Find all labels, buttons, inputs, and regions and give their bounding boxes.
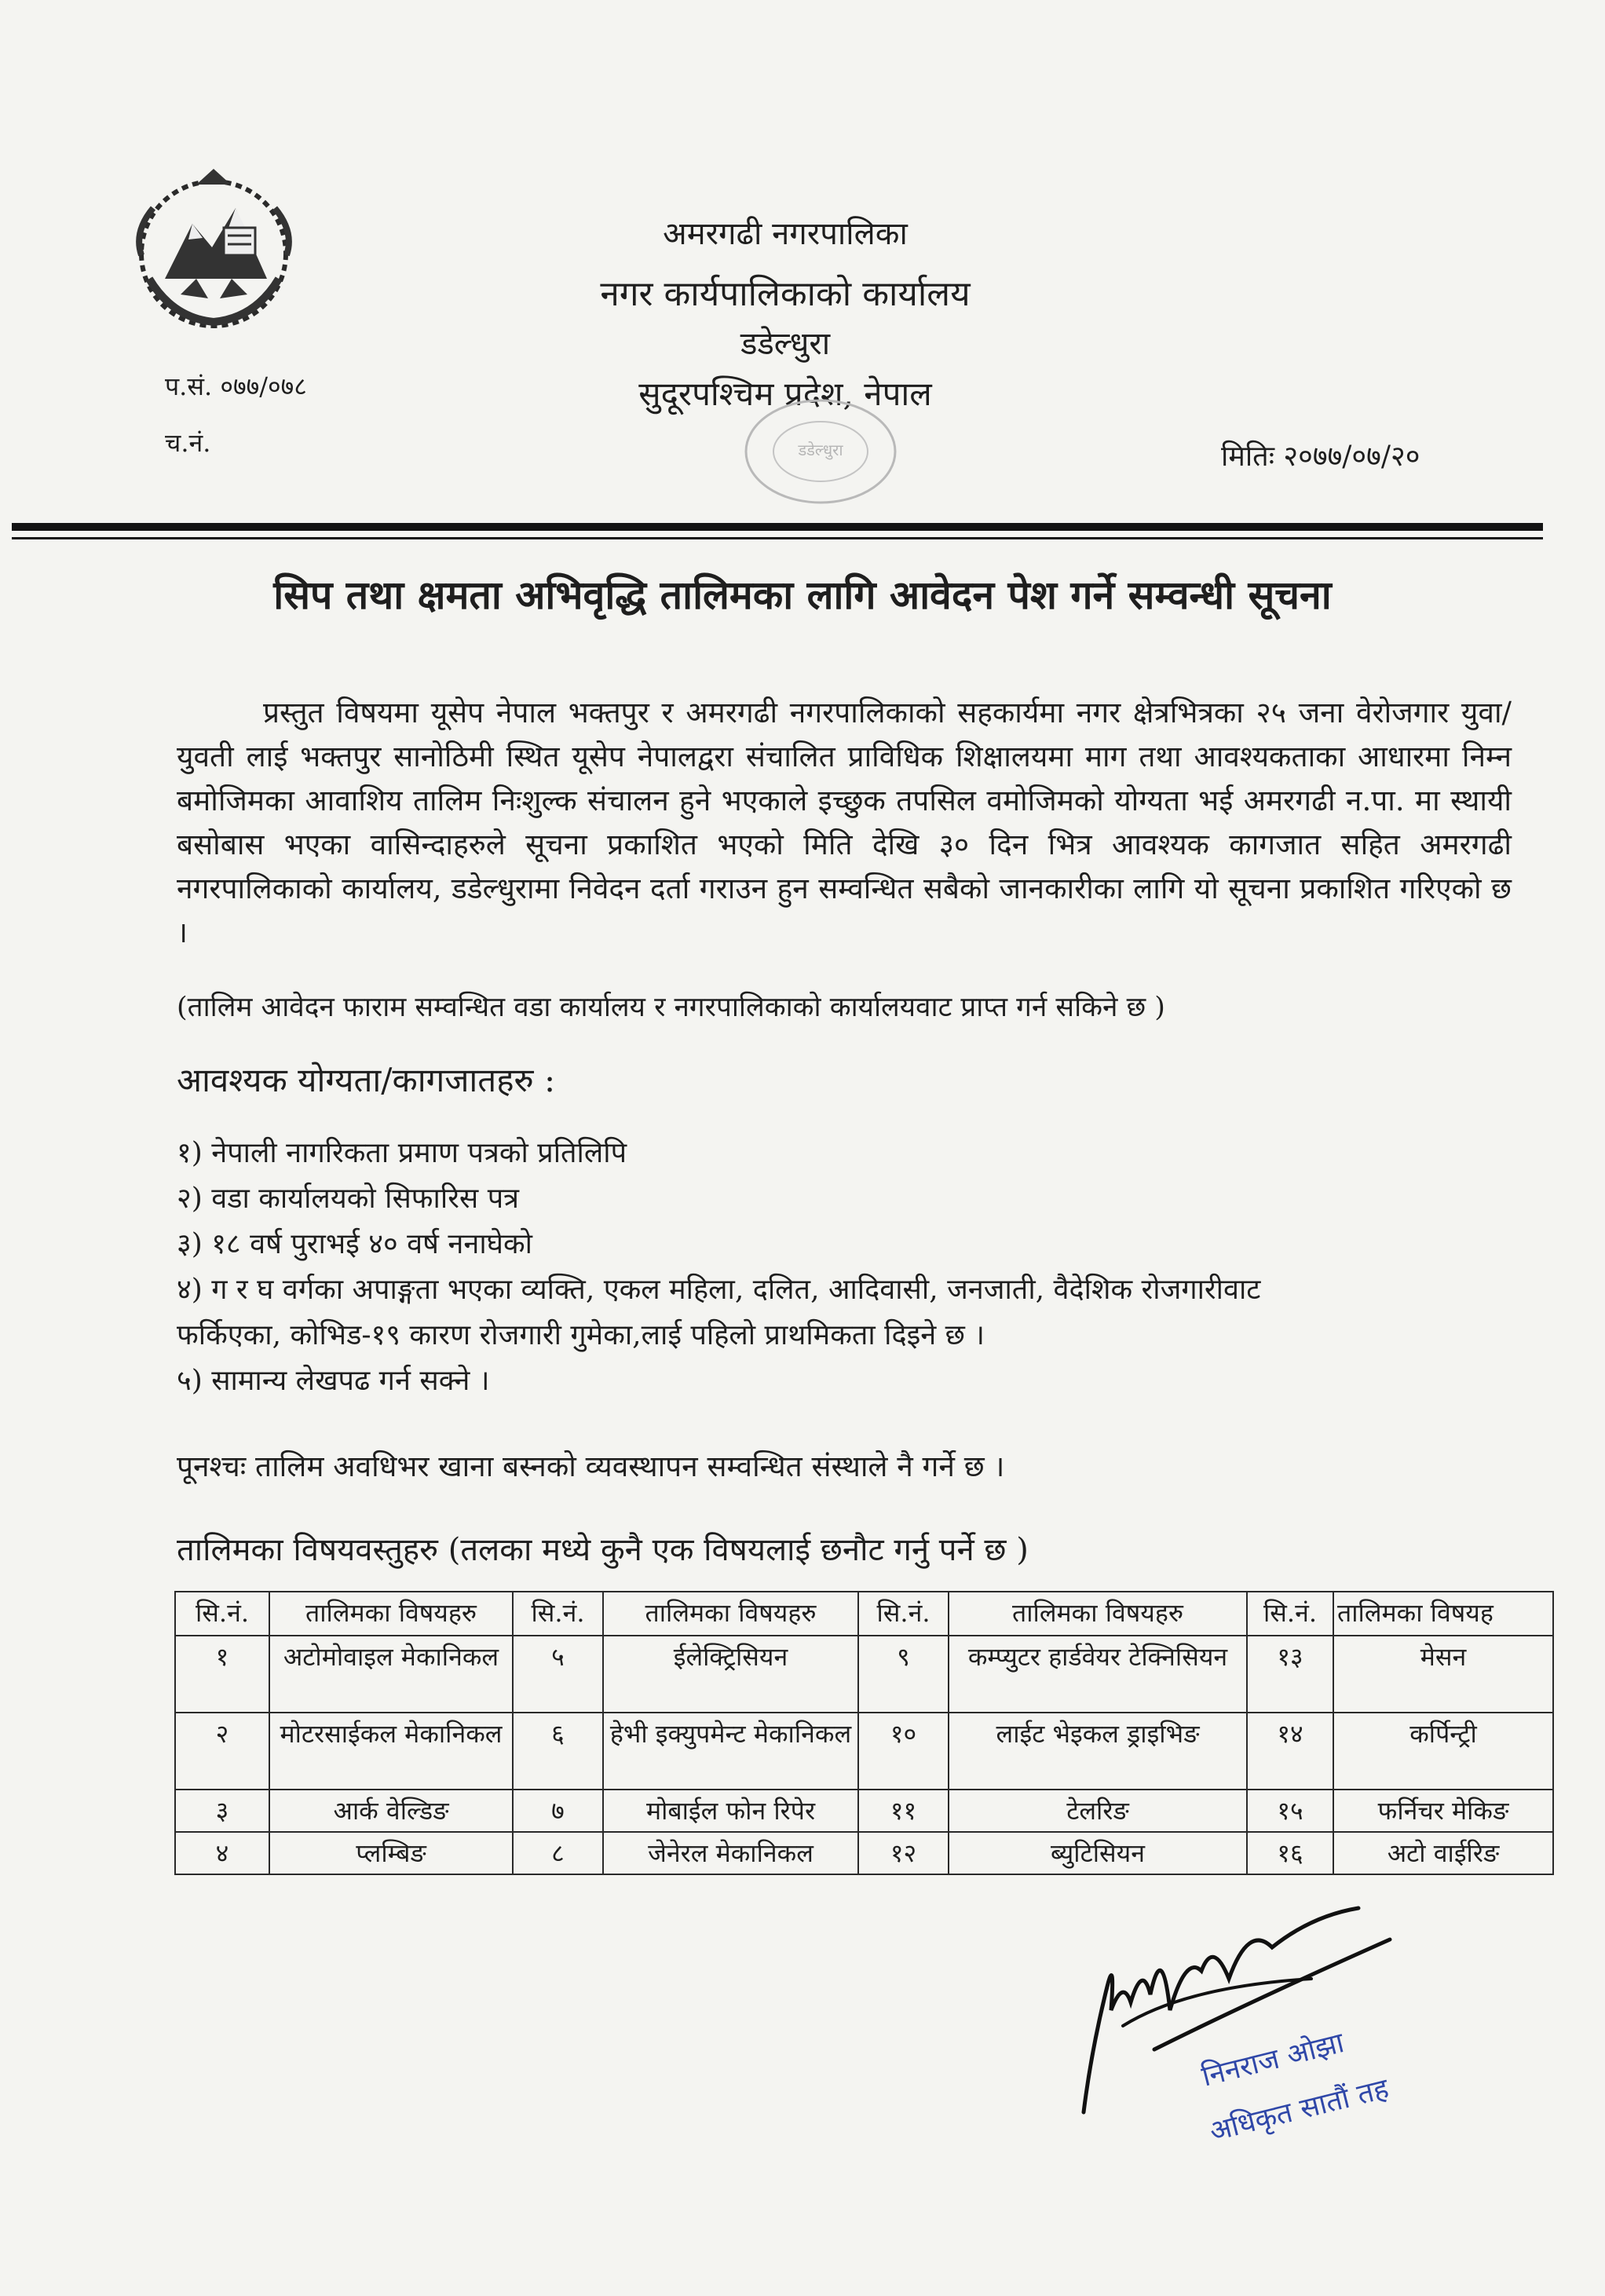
header-divider-thin <box>12 537 1543 539</box>
table-cell: कर्पिन्ट्री <box>1333 1713 1553 1790</box>
table-cell: मेसन <box>1333 1636 1553 1713</box>
requirements-heading: आवश्यक योग्यता/कागजातहरु : <box>177 1061 556 1099</box>
notice-date: मितिः २०७७/०७/२० <box>1221 441 1420 473</box>
svg-text:डडेल्धुरा: डडेल्धुरा <box>798 441 843 459</box>
column-header: तालिमका विषयह <box>1333 1592 1553 1636</box>
notice-title: सिप तथा क्षमता अभिवृद्धि तालिमका लागि आवेदन पेश गर्ने सम्वन्धी सूचना <box>273 572 1332 618</box>
table-cell: जेनेरल मेकानिकल <box>603 1832 858 1874</box>
requirement-item-continued: फर्किएका, कोभिड-१९ कारण रोजगारी गुमेका,लाई पहिलो प्राथमिकता दिइने छ । <box>177 1319 985 1351</box>
table-cell: टेलरिङ <box>949 1790 1247 1832</box>
table-cell: ९ <box>858 1636 949 1713</box>
column-header: तालिमका विषयहरु <box>603 1592 858 1636</box>
requirement-item: ५) सामान्य लेखपढ गर्न सक्ने । <box>177 1365 490 1397</box>
requirement-item: १) नेपाली नागरिकता प्रमाण पत्रको प्रतिलिपि <box>177 1137 627 1169</box>
table-cell: लाईट भेइकल ड्राइभिङ <box>949 1713 1247 1790</box>
table-cell: १२ <box>858 1832 949 1874</box>
table-cell: मोबाईल फोन रिपेर <box>603 1790 858 1832</box>
office-name: अमरगढी नगरपालिका <box>663 216 908 252</box>
table-cell: १४ <box>1247 1713 1333 1790</box>
office-title: नगर कार्यपालिकाको कार्यालय <box>600 274 971 314</box>
district-name: डडेल्धुरा <box>740 326 831 362</box>
table-row <box>175 1713 1553 1790</box>
column-header: तालिमका विषयहरु <box>949 1592 1247 1636</box>
table-cell: अटो वाईरिङ <box>1333 1832 1553 1874</box>
table-cell: प्लम्बिङ <box>269 1832 513 1874</box>
header-divider-thick <box>12 523 1543 531</box>
province-name: सुदूरपश्चिम प्रदेश, नेपाल <box>638 375 932 413</box>
table-cell: ३ <box>175 1790 269 1832</box>
intro-paragraph: प्रस्तुत विषयमा यूसेप नेपाल भक्तपुर र अमरगढी नगरपालिकाको सहकार्यमा नगर क्षेत्रभित्रका २५ जना वेरोजगार युवा/युवती लाई भक्तपुर सानोठिमी स्थित यूसेप नेपालद्वरा संचालित प्राविधिक शिक्षालयमा माग तथा आवश्यकताका आधारमा निम्न बमोजिमका आवाशिय तालिम निःशुल्क संचालन हुने भएकाले इच्छुक तपसिल वमोजिमको योग्यता भई अमरगढी न.पा. मा स्थायी बसोबास भएका वासिन्दाहरुले सूचना प्रकाशित भएको मिति देखि ३० दिन भित्र आवश्यक कागजात सहित अमरगढी नगरपालिकाको कार्यालय, डडेल्धुरामा निवेदन दर्ता गराउन हुन सम्वन्धित सबैको जानकारीका लागि यो सूचना प्रकाशित गरिएको छ । <box>177 696 1512 949</box>
table-cell: ईलेक्ट्रिसियन <box>603 1636 858 1713</box>
table-cell: हेभी इक्युपमेन्ट मेकानिकल <box>603 1713 858 1790</box>
requirements-list <box>177 1131 1527 1404</box>
table-row <box>175 1636 1553 1713</box>
nepal-emblem-logo <box>118 161 310 342</box>
table-cell: १ <box>175 1636 269 1713</box>
office-stamp <box>738 393 903 510</box>
table-cell: १३ <box>1247 1636 1333 1713</box>
column-header: सि.नं. <box>858 1592 949 1636</box>
requirement-item: ४) ग र घ वर्गका अपाङ्गता भएका व्यक्ति, एकल महिला, दलित, आदिवासी, जनजाती, वैदेशिक रोजगारीवाट <box>177 1274 1261 1306</box>
postscript-note: पूनश्चः तालिम अवधिभर खाना बस्नको व्यवस्थापन सम्वन्धित संस्थाले नै गर्ने छ । <box>177 1450 1005 1483</box>
table-cell: ११ <box>858 1790 949 1832</box>
table-cell: फर्निचर मेकिङ <box>1333 1790 1553 1832</box>
form-availability-note: (तालिम आवेदन फाराम सम्वन्धित वडा कार्यालय र नगरपालिकाको कार्यालयवाट प्राप्त गर्न सकिने छ ) <box>177 992 1165 1023</box>
table-cell: ८ <box>513 1832 603 1874</box>
requirement-item: २) वडा कार्यालयको सिफारिस पत्र <box>177 1183 520 1215</box>
column-header: सि.नं. <box>175 1592 269 1636</box>
table-cell: ६ <box>513 1713 603 1790</box>
table-cell: ७ <box>513 1790 603 1832</box>
table-cell: ५ <box>513 1636 603 1713</box>
signatory-name: निनराज ओझा <box>1198 2027 1347 2093</box>
table-row <box>175 1790 1553 1832</box>
table-cell: कम्प्युटर हार्डवेयर टेक्निसियन <box>949 1636 1247 1713</box>
column-header: सि.नं. <box>1247 1592 1333 1636</box>
table-cell: ब्युटिसियन <box>949 1832 1247 1874</box>
table-cell: अटोमोवाइल मेकानिकल <box>269 1636 513 1713</box>
table-header-row <box>175 1592 1553 1636</box>
table-cell: १५ <box>1247 1790 1333 1832</box>
subjects-heading: तालिमका विषयवस्तुहरु (तलका मध्ये कुनै एक विषयलाई छनौट गर्नु पर्ने छ ) <box>177 1532 1029 1568</box>
table-row <box>175 1832 1553 1874</box>
column-header: तालिमका विषयहरु <box>269 1592 513 1636</box>
table-cell: आर्क वेल्डिङ <box>269 1790 513 1832</box>
reference-number: प.सं. ०७७/०७८ <box>165 371 307 401</box>
table-cell: १६ <box>1247 1832 1333 1874</box>
table-cell: मोटरसाईकल मेकानिकल <box>269 1713 513 1790</box>
table-cell: ४ <box>175 1832 269 1874</box>
dispatch-number: च.नं. <box>165 428 211 458</box>
table-cell: २ <box>175 1713 269 1790</box>
table-cell: १० <box>858 1713 949 1790</box>
training-subjects-table <box>174 1591 1554 1875</box>
column-header: सि.नं. <box>513 1592 603 1636</box>
requirement-item: ३) १८ वर्ष पुराभई ४० वर्ष ननाघेको <box>177 1228 532 1260</box>
signatory-post: अधिकृत सातौं तह <box>1206 2072 1392 2148</box>
